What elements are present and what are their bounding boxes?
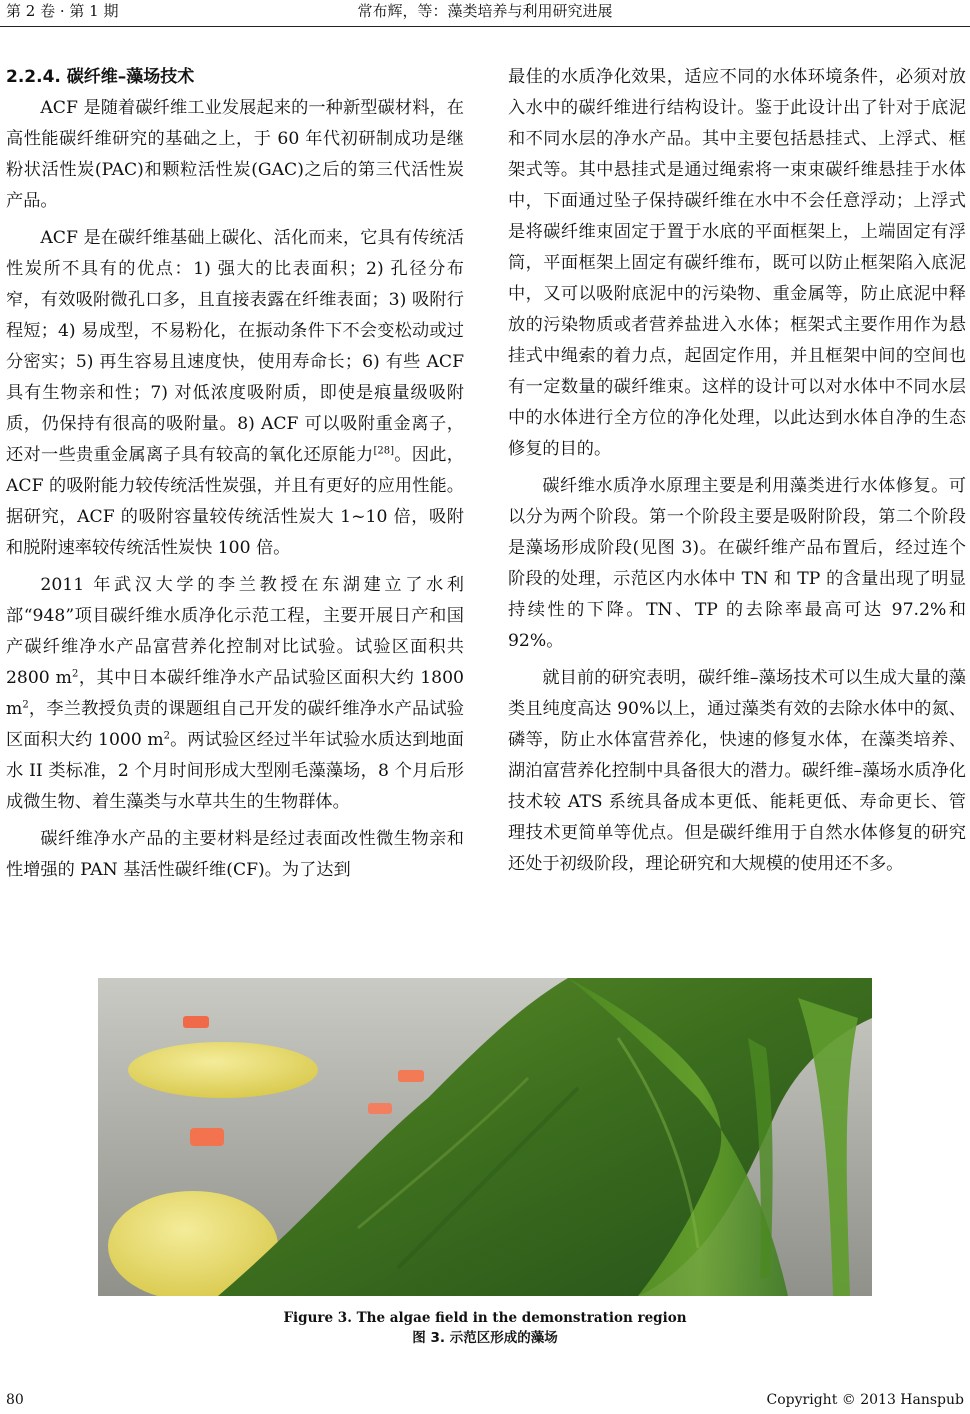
paragraph-acf-intro: ACF 是随着碳纤维工业发展起来的一种新型碳材料，在高性能碳纤维研究的基础之上，于 60 年代初研制成功是继粉状活性炭(PAC)和颗粒活性炭(GAC)之后的第三代活性炭产品。 bbox=[6, 98, 464, 211]
paragraph-conclusion: 就目前的研究表明，碳纤维–藻场技术可以生成大量的藻类且纯度高达 90%以上，通过藻类有效的去除水体中的氮、磷等，防止水体富营养化，快速的修复水体，在藻类培养、湖泊富营养化控制中具备很大的潜力。碳纤维–藻场水质净化技术较 ATS 系统具备成本更低、能耗更低、寿命更长、管理技术更简单等优点。但是碳纤维用于自然水体修复的研究还处于初级阶段，理论研究和大规模的使用还不多。 bbox=[508, 668, 966, 874]
paragraph-wuhan-project bbox=[6, 570, 464, 818]
journal-volume-issue: 第 2 卷 · 第 1 期 bbox=[6, 2, 119, 20]
algae-field-photo bbox=[98, 978, 872, 1296]
superscript: 2 bbox=[71, 668, 79, 680]
paragraph-text: 。两试验区经过半年试验水质达到地面水 II 类标准，2 个月时间形成大型刚毛藻藻场，8 个月后形成微生物、着生藻类与水草共生的生物群体。 bbox=[6, 730, 464, 812]
paragraph-principle: 碳纤维水质净水原理主要是利用藻类进行水体修复。可以分为两个阶段。第一个阶段主要是吸附阶段，第二个阶段是藻场形成阶段(见图 3)。在碳纤维产品布置后，经过连个阶段的处理，示范区内水体中 TN 和 TP 的含量出现了明显持续性的下降。TN、TP 的去除率最高可达 97.2%和 92%。 bbox=[508, 476, 966, 651]
paragraph-acf-advantages bbox=[6, 223, 464, 564]
paragraph-materials: 碳纤维净水产品的主要材料是经过表面改性微生物亲和性增强的 PAN 基活性碳纤维(CF)。为了达到 bbox=[6, 829, 464, 880]
running-header bbox=[0, 0, 970, 27]
algae-photo-illustration bbox=[98, 978, 872, 1296]
running-title: 常布辉，等：藻类培养与利用研究进展 bbox=[357, 2, 613, 20]
figure-caption-zh: 图 3. 示范区形成的藻场 bbox=[412, 1330, 558, 1346]
section-heading: 2.2.4. 碳纤维–藻场技术 bbox=[6, 67, 195, 87]
paragraph-text: ，其中日本碳纤维净水产品试验区面积大约 1800 m bbox=[6, 668, 464, 719]
copyright-notice: Copyright © 2013 Hanspub bbox=[766, 1392, 964, 1408]
paragraph-text: 2011 年武汉大学的李兰教授在东湖建立了水利部“948”项目碳纤维水质净化示范工程，主要开展日产和国产碳纤维净水产品富营养化控制对比试验。试验区面积共 2800 m bbox=[6, 575, 464, 688]
citation-ref: [28] bbox=[373, 445, 394, 457]
page-number: 80 bbox=[6, 1392, 24, 1408]
paragraph-text: ACF 是在碳纤维基础上碳化、活化而来，它具有传统活性炭所不具有的优点：1) 强大的比表面积；2) 孔径分布窄，有效吸附微孔口多，且直接表露在纤维表面；3) 吸附行程短；4) 易成型，不易粉化，在振动条件下不会变松动或过分密实；5) 再生容易且速度快，使用寿命长；6) 有些 ACF 具有生物亲和性；7) 对低浓度吸附质，即使是痕量级吸附质，仍保持有很高的吸附量。8) ACF 可以吸附重金离子，还对一些贵重金属离子具有较高的氧化还原能力 bbox=[6, 228, 464, 465]
figure-caption-en: Figure 3. The algae field in the demonstration region bbox=[283, 1310, 687, 1326]
paragraph-text: ，李兰教授负责的课题组自己开发的碳纤维净水产品试验区面积大约 1000 m bbox=[6, 699, 464, 750]
superscript: 2 bbox=[22, 699, 29, 711]
paragraph-text: 。因此，ACF 的吸附能力较传统活性炭强，并且有更好的应用性能。据研究，ACF 的吸附容量较传统活性炭大 1~10 倍，吸附和脱附速率较传统活性炭快 100 倍。 bbox=[6, 445, 464, 558]
superscript: 2 bbox=[163, 730, 171, 742]
right-column bbox=[508, 62, 966, 880]
left-column bbox=[6, 62, 464, 886]
paragraph-design: 最佳的水质净化效果，适应不同的水体环境条件，必须对放入水中的碳纤维进行结构设计。鉴于此设计出了针对于底泥和不同水层的净水产品。其中主要包括悬挂式、上浮式、框架式等。其中悬挂式是通过绳索将一束束碳纤维悬挂于水体中，下面通过坠子保持碳纤维在水中不会任意浮动；上浮式是将碳纤维束固定于置于水底的平面框架上，上端固定有浮筒，平面框架上固定有碳纤维布，既可以防止框架陷入底泥中，又可以吸附底泥中的污染物、重金属等，防止底泥中释放的污染物质或者营养盐进入水体；框架式主要作用作为悬挂式中绳索的着力点，起固定作用，并且框架中间的空间也有一定数量的碳纤维束。这样的设计可以对水体中不同水层中的水体进行全方位的净化处理，以此达到水体自净的生态修复的目的。 bbox=[508, 67, 966, 459]
